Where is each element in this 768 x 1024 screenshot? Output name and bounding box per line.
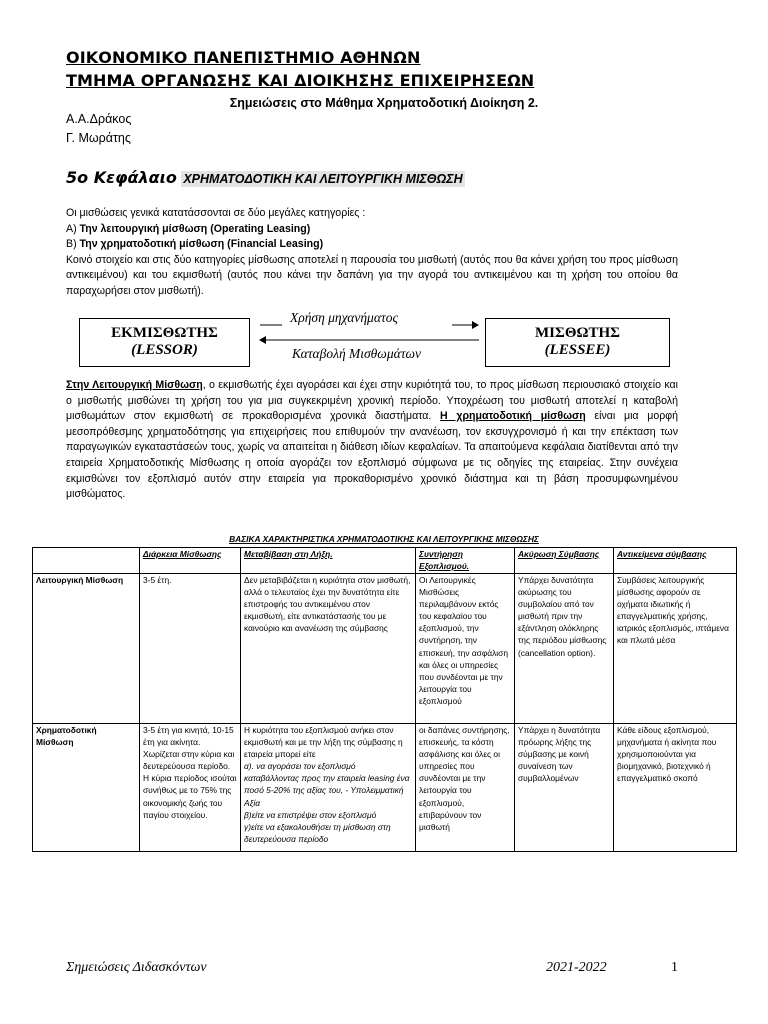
transfer-line: γ)είτε να εξακολουθήσει τη μίσθωση στη δευτερεύουσα περίοδο (244, 821, 391, 844)
table-caption: ΒΑΣΙΚΑ ΧΑΡΑΚΤΗΡΙΣΤΙΚΑ ΧΡΗΜΑΤΟΔΟΤΙΚΗΣ ΚΑΙ ΛΕΙΤΟΥΡΓΙΚΗΣ ΜΙΣΘΩΣΗΣ (229, 534, 539, 544)
right-arrow-icon (260, 321, 479, 329)
table-cell: 3-5 έτη για κινητά, 10-15 έτη για ακίνητα. Χωρίζεται στην κύρια και δευτερεύουσα περίοδο. Η κύρια περίοδος ισούται συνήθως με το 75% της οικονομικής ζωής του παγίου στοιχείου. (140, 724, 241, 852)
header-cell: Μεταβίβαση στη Λήξη. (241, 548, 416, 574)
author-1: Α.Α.Δράκος (66, 112, 132, 126)
table-cell: οι δαπάνες συντήρησης, επισκευής, τα κόστη ασφάλισης και όλες οι υπηρεσίες που συνδέονται με την λειτουργία του εξοπλισμού, επιβαρύνουν τον μισθωτή (416, 724, 515, 852)
intro-item-b: Β) Την χρηματοδοτική μίσθωση (Financial Leasing) (66, 238, 324, 251)
header-cell (33, 548, 140, 574)
comparison-table (32, 547, 737, 852)
chapter-heading (66, 168, 465, 188)
operating-lease-term: Στην Λειτουργική Μίσθωση (66, 379, 203, 391)
transfer-line: Η κυριότητα του εξοπλισμού ανήκει στον εκμισθωτή και με την λήξη της σύμβασης η εταιρεία μπορεί είτε (244, 725, 403, 760)
row-label: Χρηματοδοτική Μίσθωση (33, 724, 140, 852)
lessor-sublabel: (LESSOR) (131, 342, 198, 358)
table-cell (241, 724, 416, 852)
arrow-bottom-label: Καταβολή Μισθωμάτων (292, 346, 422, 361)
university-title: ΟΙΚΟΝΟΜΙΚΟ ΠΑΝΕΠΙΣΤΗΜΙΟ ΑΘΗΝΩΝ (66, 48, 421, 67)
chapter-number: 5ο Κεφάλαιο (66, 168, 177, 187)
intro-line: Οι μισθώσεις γενικά κατατάσσονται σε δύο μεγάλες κατηγορίες : (66, 207, 366, 219)
intro-block (66, 206, 678, 300)
transfer-line: α). να αγοράσει τον εξοπλισμό καταβάλλοντας προς την εταιρεία leasing ένα ποσό 5-20% της αξίας του, - Υπολειμματική Αξία (244, 761, 410, 808)
lessor-label: ΕΚΜΙΣΘΩΤΗΣ (111, 325, 218, 341)
footer-year: 2021-2022 (546, 960, 607, 975)
financial-lease-term: Η χρηματοδοτική μίσθωση (440, 410, 586, 423)
department-title: ΤΜΗΜΑ ΟΡΓΑΝΩΣΗΣ ΚΑΙ ΔΙΟΙΚΗΣΗΣ ΕΠΙΧΕΙΡΗΣΕΩΝ (66, 71, 535, 90)
table-cell: Υπάρχει δυνατότητα ακύρωσης του συμβολαίου από τον μισθωτή πριν την εξάντληση ολόκληρης της περιόδου μίσθωσης (cancellation option). (515, 574, 614, 724)
intro-paragraph: Κοινό στοιχείο και στις δύο κατηγορίες μίσθωσης αποτελεί η παρουσία του μισθωτή (αυτός που θα κάνει χρήση του προς μίσθωση αντικειμένου) και του εκμισθωτή (αυτός που κάνει την δαπάνη για την αγορά του αντικειμένου και τη χρήση του οποίου θα παραχωρήσει στον μισθωτή). (66, 253, 678, 297)
header-cell: Ακύρωση Σύμβασης (515, 548, 614, 574)
table-cell: 3-5 έτη. (140, 574, 241, 724)
arrows-graphic (250, 318, 480, 358)
intro-item-a: Α) Την λειτουργική μίσθωση (Operating Leasing) (66, 222, 311, 235)
table-header-row (33, 548, 737, 574)
table-cell: Συμβάσεις λειτουργικής μίσθωσης αφορούν σε οχήματα ιδιωτικής ή επαγγελματικής χρήσης, ιατρικός εξοπλισμός, ιπτάμενα και πλωτά μέσα (614, 574, 737, 724)
table-cell: Υπάρχει η δυνατότητα πρόωρης λήξης της σύμβασης με κοινή συναίνεση των συμβαλλομένων (515, 724, 614, 852)
header-cell: Διάρκεια Μίσθωσης (140, 548, 241, 574)
table-cell: Οι Λειτουργικές Μισθώσεις περιλαμβάνουν εκτός του κεφαλαίου του εξοπλισμού, την συντήρηση, την επισκευή, την ασφάλιση και όλες οι υπηρεσίες που συνδέονται με την λειτουργία του εξοπλισμού (416, 574, 515, 724)
page-number: 1 (671, 960, 678, 975)
table-cell: Δεν μεταβιβάζεται η κυριότητα στον μισθωτή, αλλά ο τελευταίος έχει την δυνατότητα είτε επιστροφής του αντικειμένου στον εκμισθωτή, είτε αντικατάστασής του με καινούριο και ανανέωση της σύμβασης (241, 574, 416, 724)
header-cell: Συντήρηση Εξοπλισμού. (416, 548, 515, 574)
transfer-line: β)είτε να επιστρέψει στον εξοπλισμό (244, 809, 377, 820)
row-label: Λειτουργική Μίσθωση (33, 574, 140, 724)
table-row (33, 724, 737, 852)
lessee-label: ΜΙΣΘΩΤΗΣ (535, 325, 620, 341)
lessor-box (79, 318, 250, 367)
header-cell: Αντικείμενα σύμβασης (614, 548, 737, 574)
course-subtitle: Σημειώσεις στο Μάθημα Χρηματοδοτική Διοίκηση 2. (229, 96, 539, 110)
arrow-top-label: Χρήση μηχανήματος (290, 310, 398, 325)
lessee-box (485, 318, 670, 367)
author-2: Γ. Μωράτης (66, 131, 131, 145)
lessee-sublabel: (LESSEE) (544, 342, 611, 358)
table-cell: Κάθε είδους εξοπλισμού, μηχανήματα ή ακίνητα που χρησιμοποιούνται για βιομηχανικό, βιοτεχνικό ή επαγγελματικό σκοπό (614, 724, 737, 852)
body-paragraph: Στην Λειτουργική Μίσθωση, ο εκμισθωτής έχει αγοράσει και έχει στην κυριότητά του, το προς μίσθωση περιουσιακό στοιχείο και ο μισθωτής μισθώνει τη χρήση του για μια συγκεκριμένη χρονική περίοδο. Υποχρέωση του μισθωτή αποτελεί η καταβολή μισθωμάτων στον εκμισθωτή σε προκαθορισμένα χρονικά διαστήματα. Η χρηματοδοτική μίσθωση είναι μια μορφή μεσοπρόθεσμης χρηματοδότησης για επιχειρήσεις που επιθυμούν την ανανέωση, τον εκσυγχρονισμό ή και την επέκταση των παραγωγικών εγκαταστάσεών τους, χωρίς να απαιτείται η διάθεση ιδίων κεφαλαίων. Τα απαιτούμενα κεφάλαια διατίθενται από την εταιρεία Χρηματοδοτικής Μίσθωσης η οποία αγοράζει τον εξοπλισμό σύμφωνα με τις οδηγίες της εταιρείας. Στην συνέχεια εκμισθώνει τον εξοπλισμό αυτόν στην εταιρεία για προκαθορισμένο χρονικό διάστημα και τη βάση προσυμφωνημένου μισθώματος. (66, 379, 678, 501)
footer-note: Σημειώσεις Διδασκόντων (66, 960, 207, 975)
chapter-title: ΧΡΗΜΑΤΟΔΟΤΙΚΗ ΚΑΙ ΛΕΙΤΟΥΡΓΙΚΗ ΜΙΣΘΩΣΗ (183, 172, 463, 186)
table-row (33, 574, 737, 724)
left-arrow-icon (259, 336, 479, 344)
